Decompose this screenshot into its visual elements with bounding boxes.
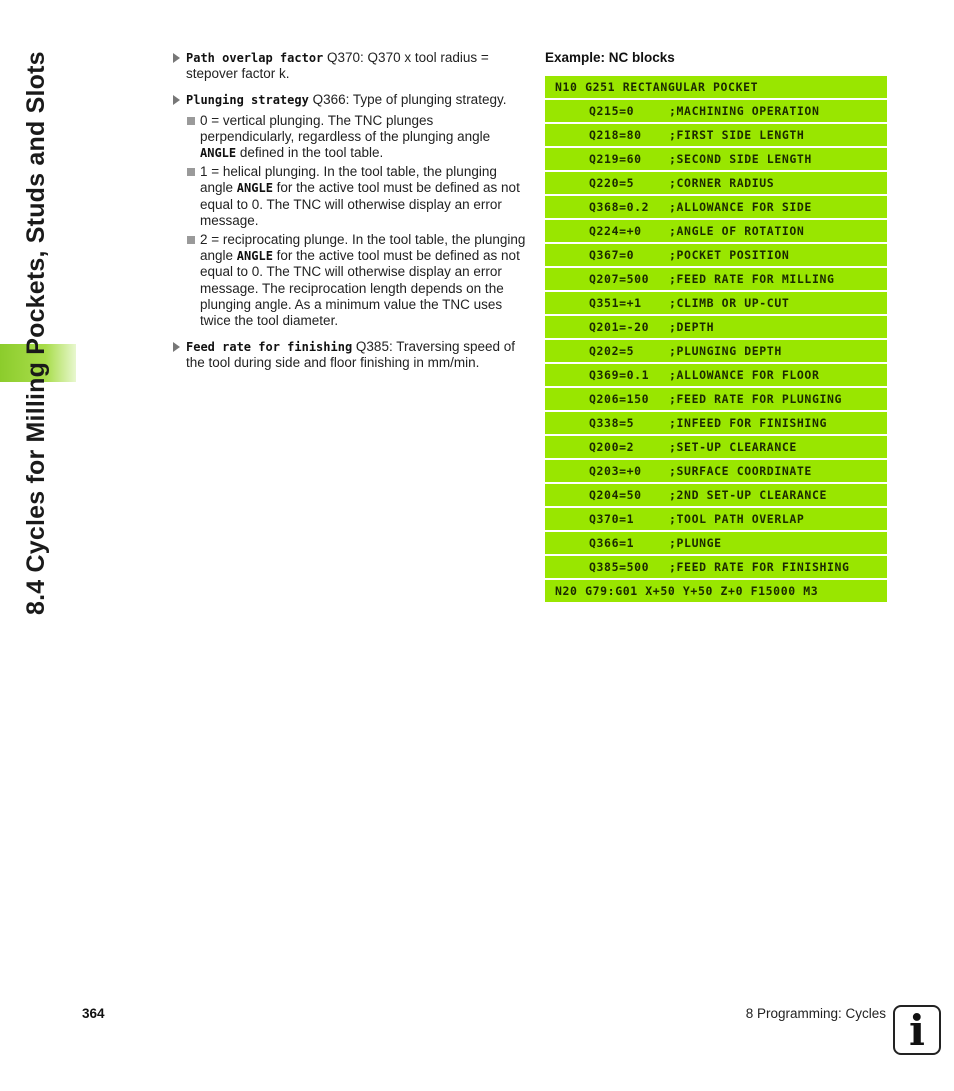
plunge-option-2: 2 = reciprocating plunge. In the tool table, the plunging angle ANGLE for the active tool must be defined as not equal to 0. The TNC will otherwise display an error message. The reciprocation length depends on the plunging angle. As a minimum value the TNC uses twice the tool diameter. [172, 232, 528, 329]
nc-block-q-line [545, 340, 887, 362]
bullet-square-icon [187, 236, 195, 244]
section-title-vertical: 8.4 Cycles for Milling Pockets, Studs and Slots [22, 51, 50, 615]
nc-q-comment: ;FEED RATE FOR MILLING [669, 272, 835, 286]
nc-block-q-line [545, 244, 887, 266]
nc-q-param: Q207=500 [589, 272, 650, 286]
nc-q-param: Q202=5 [589, 344, 635, 358]
nc-q-comment: ;MACHINING OPERATION [669, 104, 820, 118]
nc-q-comment: ;TOOL PATH OVERLAP [669, 512, 805, 526]
nc-q-comment: ;FEED RATE FOR PLUNGING [669, 392, 843, 406]
nc-q-param: Q366=1 [589, 536, 635, 550]
nc-q-comment: ;SECOND SIDE LENGTH [669, 152, 812, 166]
info-icon: i [893, 1005, 941, 1055]
nc-q-param: Q224=+0 [589, 224, 642, 238]
bullet-square-icon [187, 168, 195, 176]
nc-block-q-line [545, 508, 887, 530]
bullet-triangle-icon [173, 95, 180, 105]
nc-block-q-line [545, 364, 887, 386]
nc-block-q-line [545, 412, 887, 434]
nc-block-q-line [545, 292, 887, 314]
param-name: Plunging strategy [186, 93, 309, 108]
nc-q-param: Q206=150 [589, 392, 650, 406]
nc-block-q-line [545, 436, 887, 458]
nc-q-comment: ;SURFACE COORDINATE [669, 464, 812, 478]
nc-q-param: Q370=1 [589, 512, 635, 526]
nc-block-q-line [545, 124, 887, 146]
parameter-descriptions [172, 50, 528, 382]
nc-q-comment: ;PLUNGING DEPTH [669, 344, 782, 358]
nc-block-q-line [545, 532, 887, 554]
plunge-option-list [172, 113, 528, 330]
nc-q-comment: ;FIRST SIDE LENGTH [669, 128, 805, 142]
nc-q-param: Q385=500 [589, 560, 650, 574]
nc-block-q-line [545, 316, 887, 338]
nc-block-q-line [545, 172, 887, 194]
nc-q-comment: ;PLUNGE [669, 536, 722, 550]
nc-q-lines [545, 100, 887, 578]
nc-q-param: Q218=80 [589, 128, 642, 142]
page-number: 364 [82, 1006, 105, 1021]
plunge-option-1: 1 = helical plunging. In the tool table, the plunging angle ANGLE for the active tool must be defined as not equal to 0. The TNC will otherwise display an error message. [172, 164, 528, 229]
nc-q-param: Q369=0.1 [589, 368, 650, 382]
nc-q-comment: ;ALLOWANCE FOR SIDE [669, 200, 812, 214]
bullet-triangle-icon [173, 342, 180, 352]
nc-q-param: Q219=60 [589, 152, 642, 166]
nc-block-q-line [545, 196, 887, 218]
nc-block-q-line [545, 460, 887, 482]
nc-q-comment: ;FEED RATE FOR FINISHING [669, 560, 850, 574]
nc-q-param: Q204=50 [589, 488, 642, 502]
nc-q-param: Q215=0 [589, 104, 635, 118]
param-text: Q370: Q370 x tool radius = stepover factor k. [186, 50, 489, 82]
nc-q-param: Q368=0.2 [589, 200, 650, 214]
param-plunging-strategy [172, 92, 528, 108]
param-name: Feed rate for finishing [186, 340, 353, 355]
nc-q-comment: ;CLIMB OR UP-CUT [669, 296, 790, 310]
nc-q-param: Q203=+0 [589, 464, 642, 478]
nc-q-comment: ;INFEED FOR FINISHING [669, 416, 827, 430]
nc-block-q-line [545, 484, 887, 506]
nc-block-q-line [545, 220, 887, 242]
nc-block-q-line [545, 148, 887, 170]
nc-q-comment: ;ANGLE OF ROTATION [669, 224, 805, 238]
example-heading: Example: NC blocks [545, 50, 675, 65]
nc-block-first: N10 G251 RECTANGULAR POCKET [545, 76, 887, 98]
nc-example [545, 50, 887, 604]
nc-q-comment: ;ALLOWANCE FOR FLOOR [669, 368, 820, 382]
plunge-option-0: 0 = vertical plunging. The TNC plunges perpendicularly, regardless of the plunging angle ANGLE defined in the tool table. [172, 113, 528, 162]
nc-q-comment: ;DEPTH [669, 320, 715, 334]
nc-block-q-line [545, 388, 887, 410]
nc-block-q-line [545, 556, 887, 578]
nc-block-q-line [545, 268, 887, 290]
nc-q-param: Q200=2 [589, 440, 635, 454]
nc-q-param: Q351=+1 [589, 296, 642, 310]
nc-q-comment: ;2ND SET-UP CLEARANCE [669, 488, 827, 502]
nc-block-q-line [545, 100, 887, 122]
param-path-overlap-factor [172, 50, 528, 82]
param-text: Q385: Traversing speed of the tool during side and floor finishing in mm/min. [186, 339, 516, 371]
param-text: Q366: Type of plunging strategy. [308, 92, 507, 108]
bullet-square-icon [187, 117, 195, 125]
nc-q-param: Q338=5 [589, 416, 635, 430]
nc-block-last: N20 G79:G01 X+50 Y+50 Z+0 F15000 M3 [545, 580, 887, 602]
nc-q-param: Q201=-20 [589, 320, 650, 334]
bullet-triangle-icon [173, 53, 180, 63]
nc-q-comment: ;POCKET POSITION [669, 248, 790, 262]
nc-q-param: Q220=5 [589, 176, 635, 190]
chapter-label: 8 Programming: Cycles [745, 1006, 886, 1021]
nc-q-comment: ;SET-UP CLEARANCE [669, 440, 797, 454]
param-name: Path overlap factor [186, 51, 324, 65]
param-feed-rate-finishing [172, 339, 528, 371]
nc-q-param: Q367=0 [589, 248, 635, 262]
nc-q-comment: ;CORNER RADIUS [669, 176, 775, 190]
